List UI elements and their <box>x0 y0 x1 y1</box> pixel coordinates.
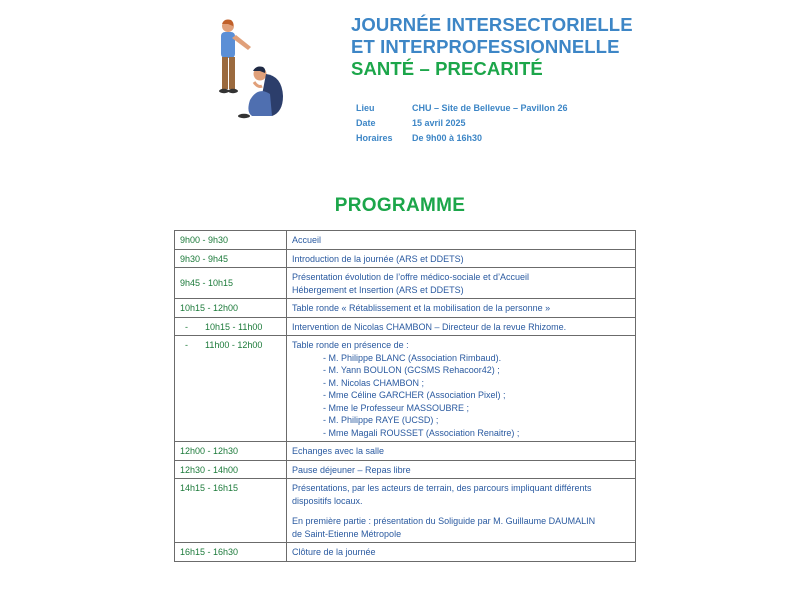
activity-cell <box>287 231 636 250</box>
table-row <box>175 268 636 299</box>
time-cell: 12h30 - 14h00 <box>175 460 287 479</box>
table-row <box>175 249 636 268</box>
activity-text: Echanges avec la salle <box>292 446 385 456</box>
time-cell <box>175 336 287 442</box>
activity-text: Clôture de la journée <box>292 547 376 557</box>
table-row <box>175 231 636 250</box>
table-row <box>175 442 636 461</box>
activity-cell <box>287 268 636 299</box>
activity-text: En première partie : présentation du Soliguide par M. Guillaume DAUMALIN <box>292 516 596 526</box>
schedule-table <box>174 230 636 562</box>
activity-cell <box>287 299 636 318</box>
time-cell: 14h15 - 16h15 <box>175 479 287 543</box>
activity-cell <box>287 317 636 336</box>
title-line-1: JOURNÉE INTERSECTORIELLE <box>351 14 633 35</box>
speaker-item: - Mme le Professeur MASSOUBRE ; <box>323 402 470 413</box>
speaker-item: - M. Nicolas CHAMBON ; <box>323 377 425 388</box>
event-header <box>351 14 633 80</box>
info-row-date <box>356 116 568 131</box>
activity-text: Table ronde « Rétablissement et la mobilisation de la personne » <box>292 303 551 313</box>
dash-marker: - <box>185 340 188 350</box>
activity-text: Intervention de Nicolas CHAMBON – Directeur de la revue Rhizome. <box>292 321 567 332</box>
info-label: Horaires <box>356 133 393 143</box>
info-row-lieu <box>356 101 568 116</box>
speaker-item: - M. Yann BOULON (GCSMS Rehacoor42) ; <box>323 365 500 375</box>
info-value: 15 avril 2025 <box>412 118 466 128</box>
spacer <box>292 507 630 515</box>
info-row-horaires <box>356 131 568 146</box>
dash-marker: - <box>185 321 188 332</box>
time-cell: 9h30 - 9h45 <box>175 249 287 268</box>
activity-cell <box>287 336 636 442</box>
activity-text: Hébergement et Insertion (ARS et DDETS) <box>292 284 464 295</box>
helping-person-illustration <box>192 16 292 126</box>
activity-cell <box>287 543 636 562</box>
info-value: CHU – Site de Bellevue – Pavillon 26 <box>412 103 568 113</box>
info-value: De 9h00 à 16h30 <box>412 133 483 143</box>
activity-text: Présentation évolution de l’offre médico-sociale et d’Accueil <box>292 272 529 282</box>
table-row <box>175 543 636 562</box>
table-row <box>175 299 636 318</box>
activity-text: dispositifs locaux. <box>292 495 363 506</box>
time-text: 10h15 - 11h00 <box>205 321 263 332</box>
time-text: 11h00 - 12h00 <box>205 340 263 350</box>
info-label: Date <box>356 118 376 128</box>
table-row <box>175 479 636 543</box>
time-cell: 9h00 - 9h30 <box>175 231 287 250</box>
speaker-item: - M. Philippe RAYE (UCSD) ; <box>323 415 439 425</box>
programme-title: PROGRAMME <box>334 195 466 216</box>
title-line-2: ET INTERPROFESSIONNELLE <box>351 36 620 57</box>
time-cell: 16h15 - 16h30 <box>175 543 287 562</box>
activity-cell <box>287 249 636 268</box>
activity-cell <box>287 442 636 461</box>
activity-text: Présentations, par les acteurs de terrain, des parcours impliquant différents <box>292 483 592 493</box>
activity-text: Pause déjeuner – Repas libre <box>292 464 411 475</box>
activity-text: de Saint-Etienne Métropole <box>292 528 402 539</box>
activity-cell <box>287 479 636 543</box>
activity-text: Introduction de la journée (ARS et DDETS) <box>292 253 464 264</box>
time-text: 9h45 - 10h15 <box>180 278 234 289</box>
activity-cell <box>287 460 636 479</box>
time-cell: 12h00 - 12h30 <box>175 442 287 461</box>
time-cell: 10h15 - 12h00 <box>175 299 287 318</box>
table-row <box>175 317 636 336</box>
info-label: Lieu <box>356 103 375 113</box>
table-row <box>175 336 636 442</box>
speaker-item: - Mme Magali ROUSSET (Association Renaitre) ; <box>323 427 520 438</box>
activity-text: Table ronde en présence de : <box>292 340 409 350</box>
event-info <box>356 101 568 146</box>
time-cell <box>175 268 287 299</box>
table-row <box>175 460 636 479</box>
title-line-3: SANTÉ – PRECARITÉ <box>351 58 543 79</box>
speaker-item: - M. Philippe BLANC (Association Rimbaud). <box>323 352 502 363</box>
activity-text: Accueil <box>292 235 322 245</box>
time-cell <box>175 317 287 336</box>
speaker-item: - Mme Céline GARCHER (Association Pixel) ; <box>323 390 506 400</box>
